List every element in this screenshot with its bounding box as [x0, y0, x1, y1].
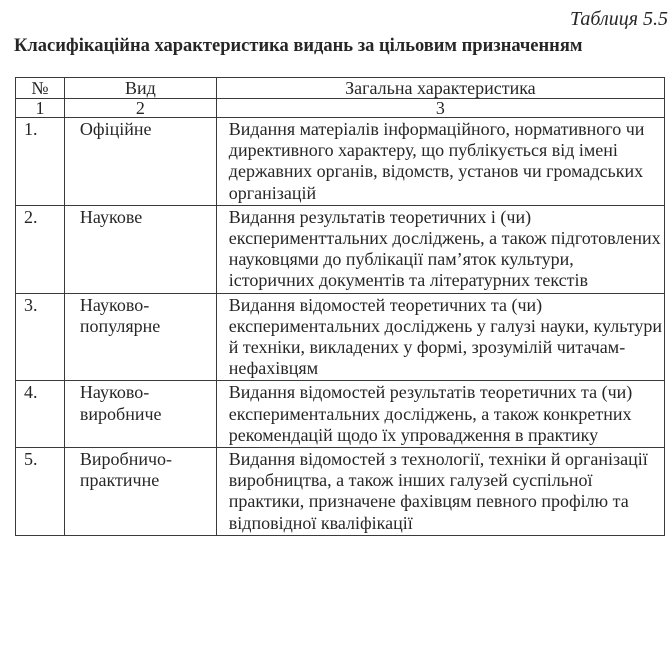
row-number: 1. — [16, 118, 65, 206]
row-description: Видання відомостей результатів теоретичних та (чи) експериментальних досліджень, а також конкретних рекомендацій щодо їх упровадження в практику — [216, 381, 664, 448]
row-description: Видання відомостей з технології, техніки й організації виробництва, а також інших галузей суспільної практики, призначене фахівцям певного профілю та відповідної кваліфікації — [216, 448, 664, 536]
table-row — [16, 381, 665, 448]
column-number-3: 3 — [216, 99, 664, 118]
column-number-row — [16, 99, 665, 118]
row-kind: Наукове — [64, 205, 216, 293]
header-number: № — [16, 78, 65, 99]
row-number: 2. — [16, 205, 65, 293]
row-description: Видання відомостей теоретичних та (чи) експериментальних досліджень у галузі науки, культури й техніки, викладених у формі, зрозумілій читачам-нефахівцям — [216, 293, 664, 381]
row-number: 5. — [16, 448, 65, 536]
row-description: Видання матеріалів інформаційного, нормативного чи директивного характеру, що публікується від імені державних органів, відомств, установ чи громадських організацій — [216, 118, 664, 206]
row-kind: Науково-популярне — [64, 293, 216, 381]
row-kind: Виробничо-практичне — [64, 448, 216, 536]
classification-table — [15, 77, 665, 536]
header-kind: Вид — [64, 78, 216, 99]
header-description: Загальна характеристика — [216, 78, 664, 99]
table-row — [16, 293, 665, 381]
row-kind: Офіційне — [64, 118, 216, 206]
table-number-label: Таблиця 5.5 — [570, 8, 668, 30]
row-number: 3. — [16, 293, 65, 381]
column-number-1: 1 — [16, 99, 65, 118]
table-header-row — [16, 78, 665, 99]
table-row — [16, 205, 665, 293]
table-row — [16, 448, 665, 536]
column-number-2: 2 — [64, 99, 216, 118]
row-description: Видання результатів теоретичних і (чи) експерименттальних досліджень, а також підготовлених науковцями до публікації пам’яток культури, історичних документів та літературних текстів — [216, 205, 664, 293]
table-title: Класифікаційна характеристика видань за цільовим призначенням — [14, 36, 583, 56]
row-number: 4. — [16, 381, 65, 448]
table-row — [16, 118, 665, 206]
row-kind: Науково-виробниче — [64, 381, 216, 448]
